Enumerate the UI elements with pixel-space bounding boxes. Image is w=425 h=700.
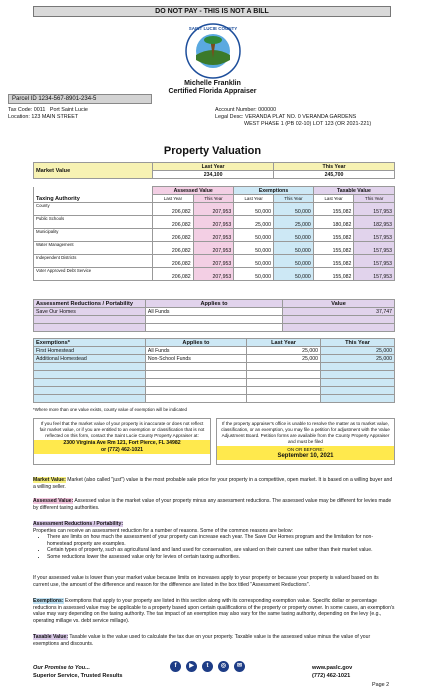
exemption-this-year [320,371,394,379]
exemptions-this-year-hdr: This Year [274,195,314,203]
exemption-this-year: 25,000 [320,355,394,363]
reduction-empty-row [34,316,395,324]
taxable-last-year: 155,082 [313,229,354,242]
taxable-this-year: 157,953 [354,203,395,216]
lower-value-explanation: If your assessed value is lower than your market value because limits on increases apply to your property or because your property is valued based on its current use, the amount of the difference and reason for the difference are listed in the box titled "Assessment Reductions". [33,575,379,588]
market-last-year-value: 234,100 [153,171,274,179]
exemption-last-year: 25,000 [246,347,320,355]
county-seal-logo [183,22,243,80]
exemptions-last-year-hdr: Last Year [234,195,274,203]
reductions-term: Assessment Reductions / Portability: [33,521,124,527]
taxable-last-year: 180,082 [313,216,354,229]
exemption-name [34,379,146,387]
appraiser-title: Certified Florida Appraiser [168,88,257,95]
exemptions-this-year: 50,000 [274,229,314,242]
taxable-this-year: 157,953 [354,268,395,281]
youtube-icon[interactable]: ▶ [186,661,197,672]
assessed-this-year: 207,953 [193,229,234,242]
taxing-authority-name: Public Schools [34,216,153,229]
exemption-name [34,387,146,395]
page-title: Property Valuation [163,145,262,157]
exemptions-text: Exemptions that apply to your property are listed in this section along with its corresponding exemption value. Specific dollar or percentage reductions in assessed value may be applicable to a property based upon certain qualifications of the property or property owner. In some cases, an exemption's value may vary depending on the taxing authority. The tax impact of an exemption may also vary for the same taxing authority, depending on the levy (e.g., operating millage vs. debt service millage). [33,598,395,624]
exemption-row [34,395,395,403]
legal-description: Legal Desc: VERANDA PLAT NO. 0 VERANDA GARDENS [215,114,357,120]
assessed-last-year: 206,082 [153,229,194,242]
taxable-last-year: 155,082 [313,268,354,281]
contact-address: 2300 Virginia Ave Rm 121, Fort Pierce, FL 34982 [34,440,210,447]
exemption-last-year [246,379,320,387]
petition-deadline-label: ON OR BEFORE: [217,446,394,453]
exemption-last-year [246,395,320,403]
twitter-icon[interactable]: t [202,661,213,672]
reduction-bullet: • There are limits on how much the assessment of your property can increase each year. The Save Our Homes program and the limitation for non-homestead property are examples. [47,534,395,547]
market-last-year-hdr: Last Year [153,163,274,171]
taxable-this-year: 182,953 [354,216,395,229]
market-value-table [33,162,395,179]
exemption-applies: All Funds [145,347,246,355]
exemption-row [34,387,395,395]
assessed-value-hdr: Assessed Value [153,187,234,195]
taxable-this-year-hdr: This Year [354,195,395,203]
market-value-explanation [33,477,395,490]
svg-text:SAINT LUCIE COUNTY: SAINT LUCIE COUNTY [188,26,238,31]
taxable-this-year: 157,953 [354,255,395,268]
not-a-bill-banner: DO NOT PAY - THIS IS NOT A BILL [33,6,391,17]
taxing-authority-name: Voter Approved Debt Service [34,268,153,281]
assessed-last-year: 206,082 [153,203,194,216]
tax-code [8,107,88,114]
reduction-bullet: • Certain types of property, such as agricultural land and land used for conservation, are valued on their current use rather than their market value. [47,547,395,554]
exemption-applies: Non-School Funds [145,355,246,363]
exemptions-explanation [33,598,395,624]
petition-deadline: September 10, 2021 [217,453,394,460]
exemption-applies [145,363,246,371]
exemption-name [34,395,146,403]
exemption-row [34,379,395,387]
exemptions-this-year: 25,000 [274,216,314,229]
exemptions-table [33,338,395,403]
taxable-value-term: Taxable Value: [33,634,69,640]
reduction-value: 37,747 [283,308,395,316]
exemptions-this-hdr: This Year [320,339,394,347]
reduction-bullet: • Some reductions lower the assessed value only for levies of certain taxing authorities. [47,554,395,561]
parcel-id: Parcel ID 1234-567-8901-234-5 [8,94,152,104]
exemptions-last-year: 50,000 [234,203,274,216]
exemption-row [34,347,395,355]
taxable-value-text: Taxable value is the value used to calculate the tax due on your property. Taxable value is the assessed value minus the value of your exemptions and discounts. [33,634,371,647]
assessed-last-year: 206,082 [153,216,194,229]
exemptions-hdr: Exemptions [234,187,314,195]
petition-notice-text: If the property appraiser's office is unable to resolve the matter as to market value, classification, or an exemption, you may file a petition for adjustment with the Value Adjustment Board. Petition forms are available from the County Property Appraiser and must be filed [221,421,390,444]
footer-slogan-2: Superior Service, Trusted Results [33,673,123,679]
footer-slogan: Our Promise to You... [33,665,90,671]
petition-notice [216,418,395,465]
exemptions-last-year: 50,000 [234,242,274,255]
reduction-name: Save Our Homes [34,308,146,316]
reductions-intro: Properties can receive an assessment reduction for a number of reasons. Some of the common reasons are below: [33,527,293,534]
exemptions-term: Exemptions: [33,598,64,604]
assessed-last-year: 206,082 [153,268,194,281]
exemptions-table-hdr: Exemptions* [34,339,146,347]
reduction-applies: All Funds [145,308,282,316]
exemption-last-year: 25,000 [246,355,320,363]
exemption-this-year: 25,000 [320,347,394,355]
exemptions-last-year: 50,000 [234,255,274,268]
account-number: Account Number: 000000 [215,107,277,113]
exemption-this-year [320,395,394,403]
assessed-value-term: Assessed Value: [33,498,74,504]
assessed-this-year-hdr: This Year [193,195,234,203]
assessed-value-explanation [33,498,395,511]
assessed-last-year: 206,082 [153,242,194,255]
reductions-hdr: Assessment Reductions / Portability [34,300,146,308]
assessed-last-year: 206,082 [153,255,194,268]
exemption-name: Additional Homestead [34,355,146,363]
exemptions-last-year: 25,000 [234,216,274,229]
exemption-this-year [320,387,394,395]
exemption-last-year [246,363,320,371]
district-value: Port Saint Lucie [49,107,88,113]
exemption-name [34,363,146,371]
taxing-authority-row [34,216,395,229]
assessed-this-year: 207,953 [193,203,234,216]
exemption-last-year [246,387,320,395]
tax-code-value: Tax Code: 0011 [8,107,46,113]
market-value-label: Market Value [34,163,153,179]
exemption-applies [145,379,246,387]
reduction-empty-row [34,324,395,332]
exemptions-last-year: 50,000 [234,229,274,242]
reductions-explanation [33,521,395,560]
exemption-row [34,371,395,379]
exemptions-this-year: 50,000 [274,255,314,268]
taxing-authority-name: Independent Districts [34,255,153,268]
taxable-value-hdr: Taxable Value [313,187,394,195]
taxable-value-explanation [33,634,395,647]
assessed-this-year: 207,953 [193,268,234,281]
market-this-year-hdr: This Year [274,163,395,171]
taxing-authority-row [34,255,395,268]
taxable-this-year: 157,953 [354,229,395,242]
assessed-value-text: Assessed value is the market value of your property minus any assessment reductions. The assessed value may be different for levies made by different taxing authorities. [33,498,392,511]
exemption-this-year [320,379,394,387]
location: Location: 123 MAIN STREET [8,114,79,120]
exemptions-this-year: 50,000 [274,242,314,255]
taxing-authority-name: County [34,203,153,216]
taxing-authority-row [34,242,395,255]
taxing-authority-row [34,268,395,281]
exemptions-this-year: 50,000 [274,268,314,281]
exemption-applies [145,387,246,395]
taxable-last-year: 155,082 [313,255,354,268]
exemption-name: First Homestead [34,347,146,355]
assessed-this-year: 207,953 [193,216,234,229]
footer-phone: (772) 462-1021 [312,673,351,679]
exemptions-last-year: 50,000 [234,268,274,281]
email-icon[interactable]: ✉ [234,661,245,672]
exemption-row [34,363,395,371]
exemption-applies [145,395,246,403]
contact-notice [33,418,211,465]
market-this-year-value: 245,700 [274,171,395,179]
website-link[interactable]: www.paslc.gov [312,665,353,671]
exemptions-last-hdr: Last Year [246,339,320,347]
appraiser-name: Michelle Franklin [184,80,241,87]
exemption-name [34,371,146,379]
taxable-last-year: 155,082 [313,242,354,255]
reductions-value-hdr: Value [283,300,395,308]
market-value-term: Market Value: [33,477,66,483]
market-value-text: Market (also called "just") value is the most probable sale price for your property in a competitive, open market. It is based on a willing buyer and a willing seller. [33,477,393,490]
facebook-icon[interactable]: f [170,661,181,672]
exemptions-this-year: 50,000 [274,203,314,216]
taxing-authority-row [34,229,395,242]
assessed-last-year-hdr: Last Year [153,195,194,203]
reductions-table [33,299,395,332]
exemption-this-year [320,363,394,371]
exemption-last-year [246,371,320,379]
legal-description-line2: WEST PHASE 1 (PB 02-10) LOT 123 (OR 2021-221) [244,121,372,127]
reductions-applies-hdr: Applies to [145,300,282,308]
instagram-icon[interactable]: ◎ [218,661,229,672]
page-number: Page 2 [372,682,390,688]
exemption-row [34,355,395,363]
exemptions-footnote: *Where more than one value exists, county value of exemption will be indicated [33,407,188,412]
taxing-authority-name: Water Management [34,242,153,255]
taxing-authority-hdr: Taxing Authority [34,187,153,203]
taxing-authority-row [34,203,395,216]
taxing-authority-name: Municipality [34,229,153,242]
taxable-last-year-hdr: Last Year [313,195,354,203]
contact-notice-text: If you feel that the market value of your property is inaccurate or does not reflect fair market value, or if you are entitled to an exemption or classification that is not reflected on this form, contact the Saint Lucie County Property Appraiser at: [39,421,205,438]
exemptions-applies-hdr: Applies to [145,339,246,347]
assessed-this-year: 207,953 [193,242,234,255]
assessed-this-year: 207,953 [193,255,234,268]
contact-phone: or (772) 462-1021 [34,447,210,454]
valuation-table [33,186,395,281]
exemption-applies [145,371,246,379]
taxable-last-year: 155,082 [313,203,354,216]
taxable-this-year: 157,953 [354,242,395,255]
